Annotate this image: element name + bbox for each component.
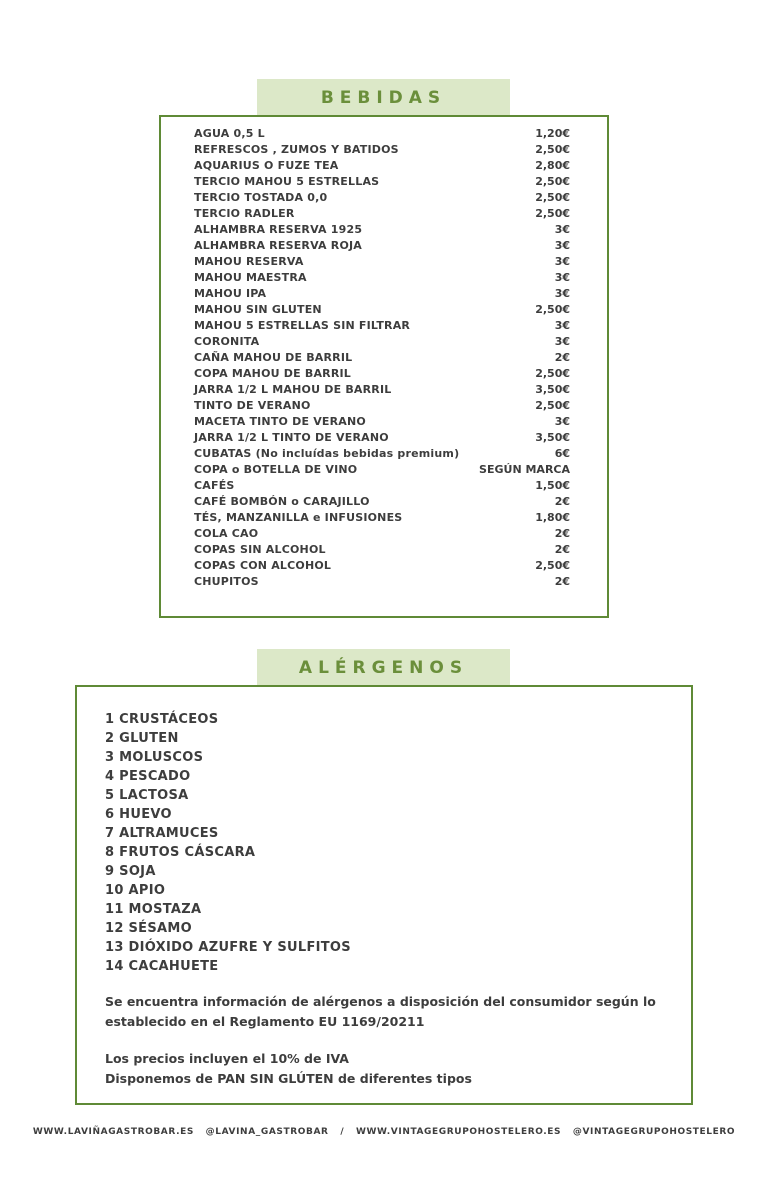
allergen-item: 13 DIÓXIDO AZUFRE Y SULFITOS bbox=[105, 940, 351, 955]
drink-row bbox=[194, 174, 570, 190]
drink-price: 6€ bbox=[554, 447, 570, 460]
note-line: Disponemos de PAN SIN GLÚTEN de diferentes tipos bbox=[105, 1071, 472, 1086]
footer-website-link[interactable]: WWW.LAVIÑAGASTROBAR.ES bbox=[32, 1127, 194, 1137]
drink-name: COLA CAO bbox=[194, 527, 259, 540]
drink-name: COPAS CON ALCOHOL bbox=[194, 559, 332, 572]
drink-price: 3,50€ bbox=[535, 383, 570, 396]
drink-row bbox=[194, 366, 570, 382]
drink-price: 3€ bbox=[554, 223, 570, 236]
drink-price: 3€ bbox=[554, 415, 570, 428]
drink-price: 1,20€ bbox=[535, 127, 570, 140]
drink-name: AQUARIUS O FUZE TEA bbox=[194, 159, 339, 172]
allergen-item: 4 PESCADO bbox=[105, 769, 191, 784]
allergen-item: 7 ALTRAMUCES bbox=[105, 826, 219, 841]
price-info-note bbox=[105, 1049, 675, 1089]
drink-row bbox=[194, 254, 570, 270]
allergen-list bbox=[105, 710, 665, 976]
note-line: Los precios incluyen el 10% de IVA bbox=[105, 1051, 349, 1066]
allergen-item: 1 CRUSTÁCEOS bbox=[105, 712, 219, 727]
drink-row bbox=[194, 302, 570, 318]
drink-price: 2€ bbox=[554, 575, 570, 588]
drink-price: 2€ bbox=[554, 351, 570, 364]
drink-name: MACETA TINTO DE VERANO bbox=[194, 415, 366, 428]
drink-row bbox=[194, 126, 570, 142]
drink-row bbox=[194, 398, 570, 414]
drink-price: 3€ bbox=[554, 287, 570, 300]
allergen-item: 10 APIO bbox=[105, 883, 166, 898]
drink-price: SEGÚN MARCA bbox=[479, 463, 570, 476]
drink-name: ALHAMBRA RESERVA ROJA bbox=[194, 239, 363, 252]
drink-name: TERCIO TOSTADA 0,0 bbox=[194, 191, 328, 204]
drink-row bbox=[194, 382, 570, 398]
drink-row bbox=[194, 558, 570, 574]
note-line: Se encuentra información de alérgenos a disposición del consumidor según lo bbox=[105, 994, 656, 1009]
drink-price: 2€ bbox=[554, 543, 570, 556]
footer-instagram-link[interactable]: @VINTAGEGRUPOHOSTELERO bbox=[572, 1127, 736, 1137]
drink-name: MAHOU IPA bbox=[194, 287, 267, 300]
drink-name: ALHAMBRA RESERVA 1925 bbox=[194, 223, 363, 236]
footer-instagram-link[interactable]: @LAVINA_GASTROBAR bbox=[205, 1127, 329, 1137]
drink-name: JARRA 1/2 L TINTO DE VERANO bbox=[194, 431, 389, 444]
drink-row bbox=[194, 494, 570, 510]
drink-row bbox=[194, 446, 570, 462]
drink-name: MAHOU 5 ESTRELLAS SIN FILTRAR bbox=[194, 319, 411, 332]
drink-price: 2,50€ bbox=[535, 559, 570, 572]
allergen-item: 9 SOJA bbox=[105, 864, 156, 879]
footer-website-link[interactable]: WWW.VINTAGEGRUPOHOSTELERO.ES bbox=[355, 1127, 562, 1137]
allergen-item: 12 SÉSAMO bbox=[105, 921, 192, 936]
drinks-list bbox=[194, 126, 570, 590]
drink-row bbox=[194, 510, 570, 526]
drink-name: TERCIO MAHOU 5 ESTRELLAS bbox=[194, 175, 380, 188]
drink-row bbox=[194, 206, 570, 222]
allergen-item: 3 MOLUSCOS bbox=[105, 750, 204, 765]
footer-separator: / bbox=[340, 1127, 345, 1137]
drink-row bbox=[194, 158, 570, 174]
drink-price: 3€ bbox=[554, 335, 570, 348]
drink-name: AGUA 0,5 L bbox=[194, 127, 265, 140]
allergen-item: 14 CACAHUETE bbox=[105, 959, 219, 974]
drink-row bbox=[194, 270, 570, 286]
drink-price: 2,50€ bbox=[535, 175, 570, 188]
drink-row bbox=[194, 430, 570, 446]
drink-price: 1,80€ bbox=[535, 511, 570, 524]
allergen-item: 11 MOSTAZA bbox=[105, 902, 202, 917]
drink-name: TERCIO RADLER bbox=[194, 207, 295, 220]
drink-price: 3€ bbox=[554, 239, 570, 252]
drink-row bbox=[194, 542, 570, 558]
footer bbox=[0, 1127, 768, 1137]
drink-row bbox=[194, 462, 570, 478]
drink-name: TÉS, MANZANILLA e INFUSIONES bbox=[194, 511, 403, 524]
note-line: establecido en el Reglamento EU 1169/20211 bbox=[105, 1014, 425, 1029]
drink-row bbox=[194, 318, 570, 334]
drink-name: COPA o BOTELLA DE VINO bbox=[194, 463, 358, 476]
drink-name: MAHOU RESERVA bbox=[194, 255, 304, 268]
drink-price: 2,50€ bbox=[535, 303, 570, 316]
drink-row bbox=[194, 222, 570, 238]
drink-name: CUBATAS (No incluídas bebidas premium) bbox=[194, 447, 460, 460]
allergen-item: 2 GLUTEN bbox=[105, 731, 179, 746]
drink-row bbox=[194, 574, 570, 590]
drink-name: MAHOU SIN GLUTEN bbox=[194, 303, 322, 316]
drink-row bbox=[194, 414, 570, 430]
drink-price: 2,50€ bbox=[535, 367, 570, 380]
drink-row bbox=[194, 190, 570, 206]
allergen-item: 8 FRUTOS CÁSCARA bbox=[105, 845, 256, 860]
drink-name: CORONITA bbox=[194, 335, 260, 348]
drink-row bbox=[194, 238, 570, 254]
allergen-item: 6 HUEVO bbox=[105, 807, 172, 822]
drink-price: 2,50€ bbox=[535, 207, 570, 220]
drink-name: COPA MAHOU DE BARRIL bbox=[194, 367, 352, 380]
drink-row bbox=[194, 334, 570, 350]
drink-row bbox=[194, 526, 570, 542]
drink-name: CAFÉ BOMBÓN o CARAJILLO bbox=[194, 495, 370, 508]
drink-row bbox=[194, 478, 570, 494]
allergen-info-note bbox=[105, 992, 675, 1032]
drink-price: 2,50€ bbox=[535, 191, 570, 204]
drink-name: CAFÉS bbox=[194, 479, 235, 492]
drink-name: TINTO DE VERANO bbox=[194, 399, 311, 412]
drink-row bbox=[194, 286, 570, 302]
drink-name: JARRA 1/2 L MAHOU DE BARRIL bbox=[194, 383, 392, 396]
drink-price: 1,50€ bbox=[535, 479, 570, 492]
drink-name: CAÑA MAHOU DE BARRIL bbox=[194, 351, 353, 364]
drink-price: 2,50€ bbox=[535, 399, 570, 412]
drink-name: COPAS SIN ALCOHOL bbox=[194, 543, 326, 556]
drink-row bbox=[194, 142, 570, 158]
drink-price: 2€ bbox=[554, 495, 570, 508]
drink-price: 2,50€ bbox=[535, 143, 570, 156]
drink-name: MAHOU MAESTRA bbox=[194, 271, 307, 284]
alergenos-header: ALÉRGENOS bbox=[257, 649, 510, 686]
drink-price: 3€ bbox=[554, 271, 570, 284]
drink-price: 3,50€ bbox=[535, 431, 570, 444]
drink-price: 3€ bbox=[554, 319, 570, 332]
drink-name: REFRESCOS , ZUMOS Y BATIDOS bbox=[194, 143, 399, 156]
drink-price: 2€ bbox=[554, 527, 570, 540]
drink-row bbox=[194, 350, 570, 366]
allergen-item: 5 LACTOSA bbox=[105, 788, 189, 803]
bebidas-header: BEBIDAS bbox=[257, 79, 510, 116]
drink-name: CHUPITOS bbox=[194, 575, 259, 588]
drink-price: 3€ bbox=[554, 255, 570, 268]
drink-price: 2,80€ bbox=[535, 159, 570, 172]
